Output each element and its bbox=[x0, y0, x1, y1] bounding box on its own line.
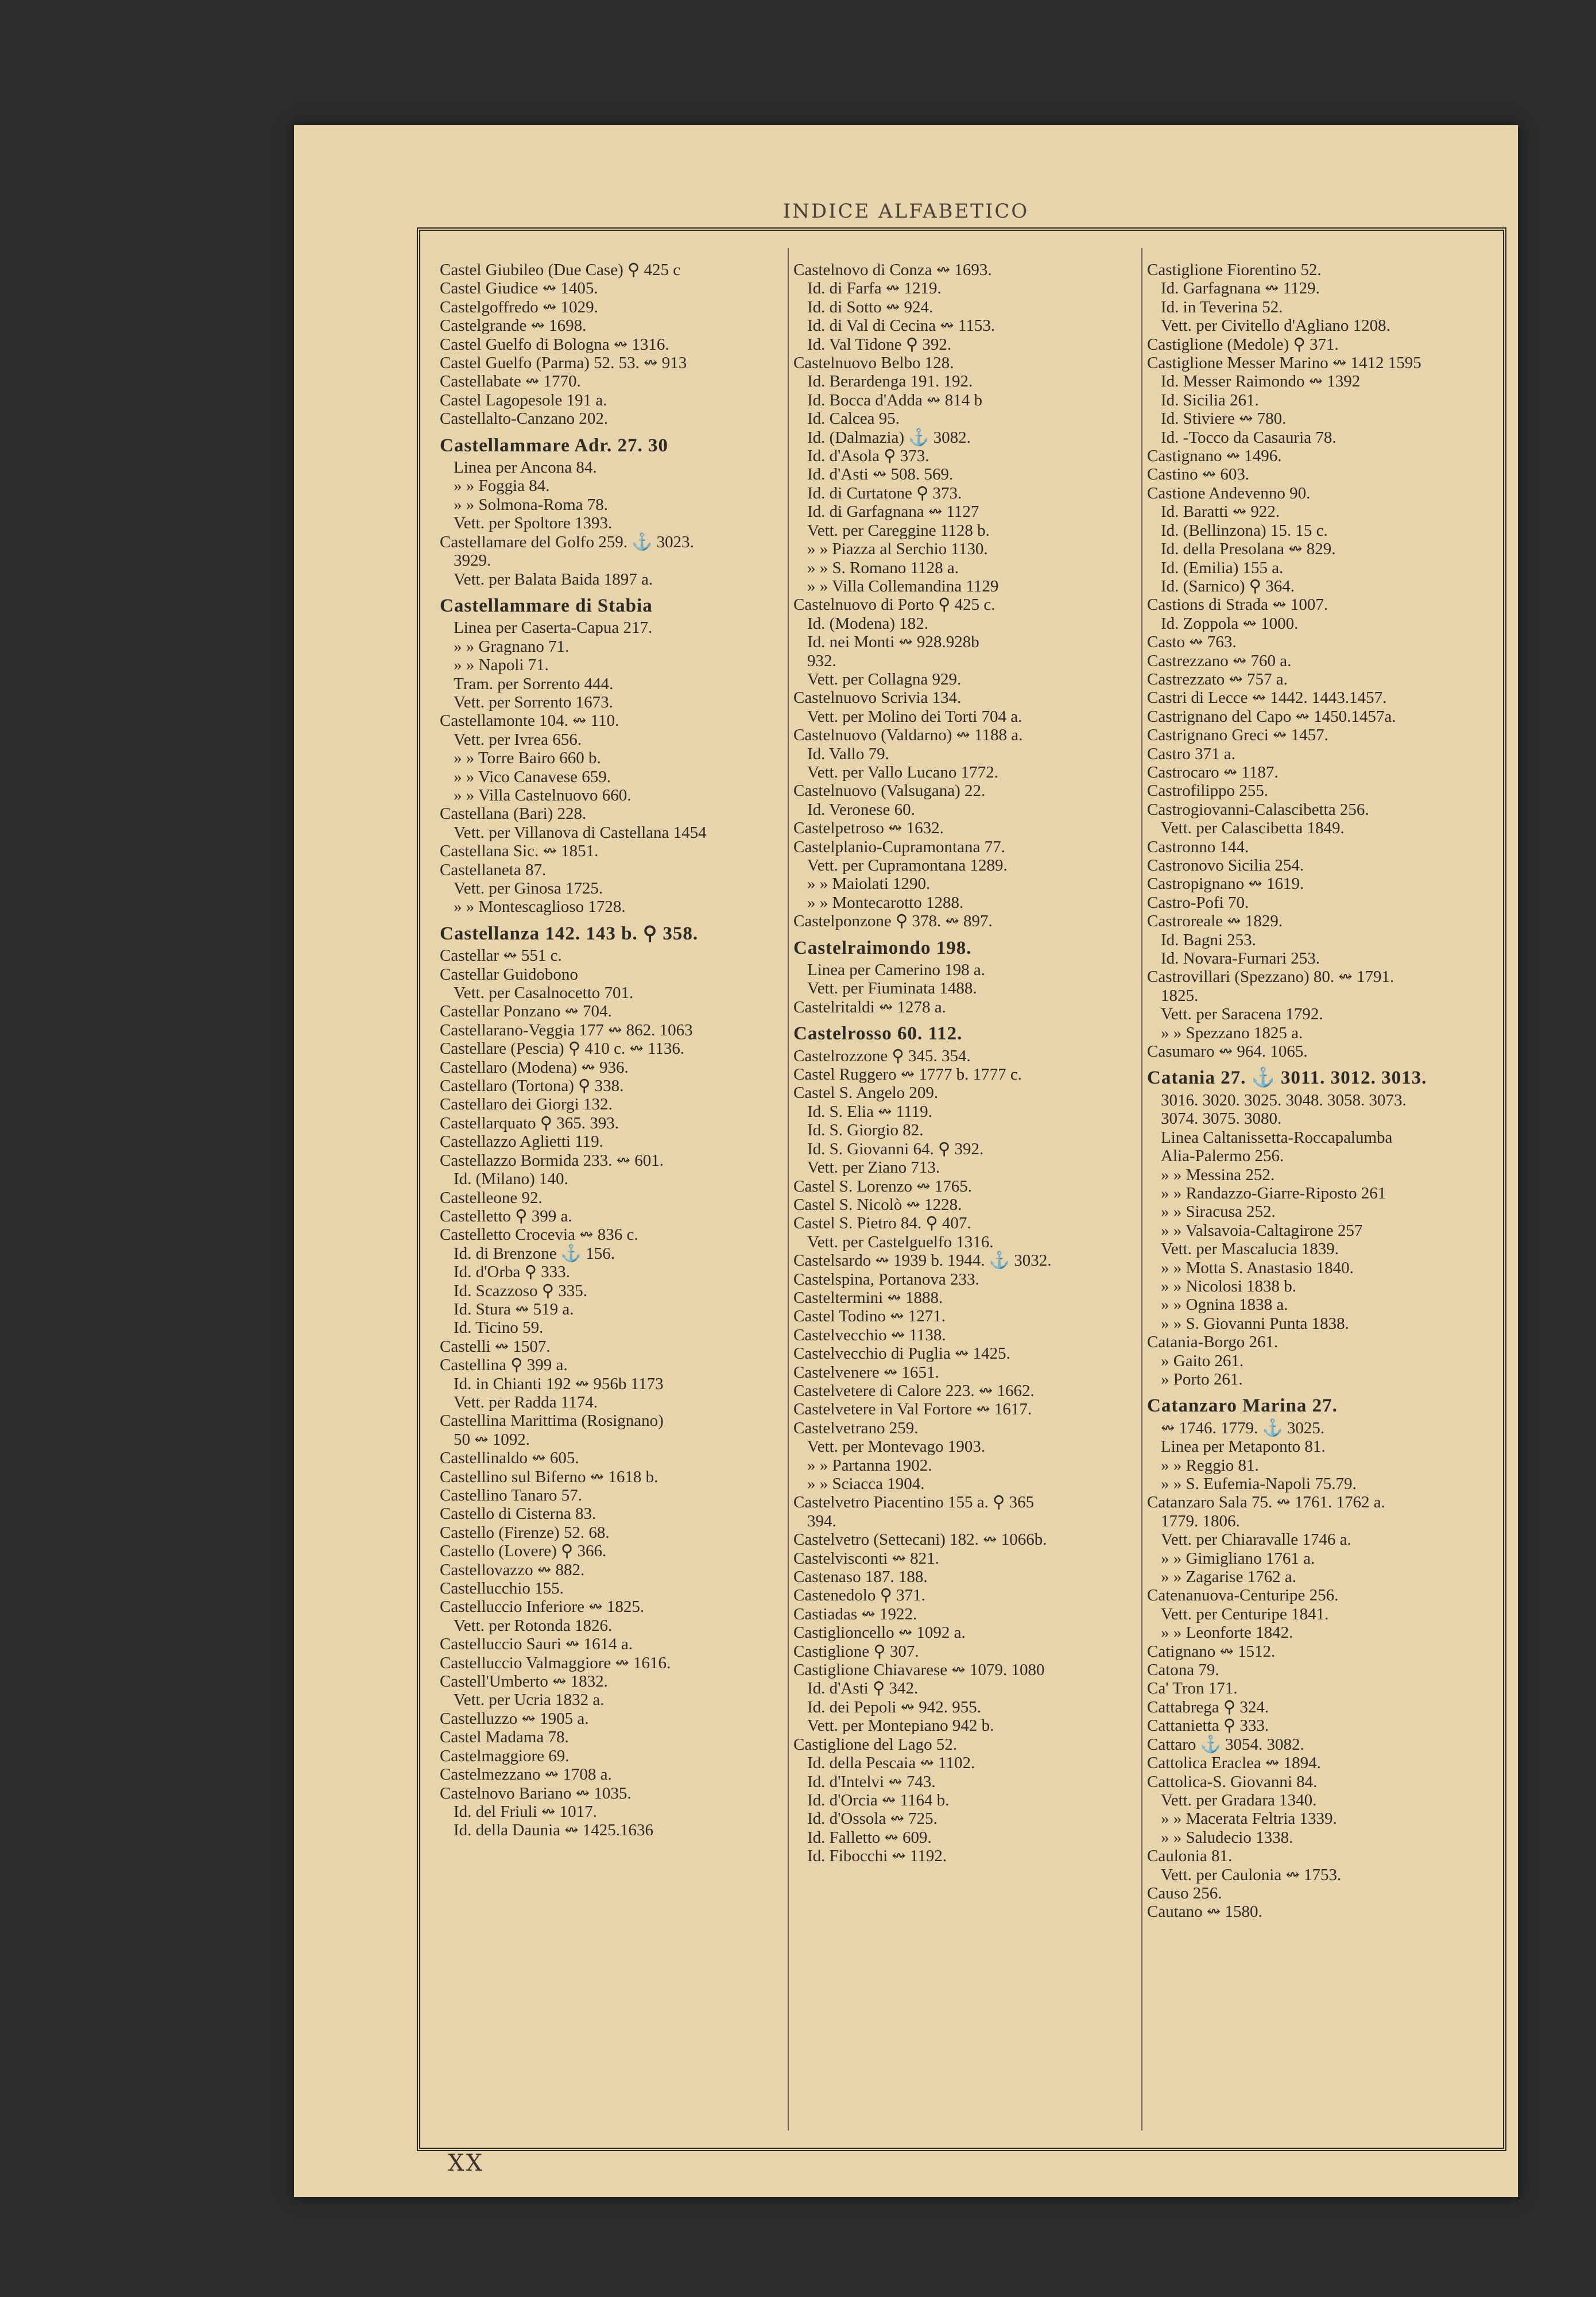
index-entry: Castelleone 92. bbox=[440, 1188, 543, 1207]
index-entry: Id. di Curtatone ⚲ 373. bbox=[807, 484, 962, 502]
index-entry: 3016. 3020. 3025. 3048. 3058. 3073. bbox=[1161, 1091, 1407, 1109]
index-entry: Castiglione Chiavarese ↭ 1079. 1080 bbox=[793, 1661, 1045, 1680]
index-entry: Id. -Tocco da Casauria 78. bbox=[1161, 428, 1337, 447]
index-heading: Catanzaro Marina 27. bbox=[1147, 1395, 1338, 1417]
index-entry: Castelnuovo (Valdarno) ↭ 1188 a. bbox=[793, 726, 1023, 745]
index-entry: Castel Guelfo di Bologna ↭ 1316. bbox=[440, 335, 669, 354]
index-column-1 bbox=[440, 261, 790, 1840]
index-entry: Id. di Farfa ↭ 1219. bbox=[807, 279, 942, 298]
index-entry: Castelnovo Bariano ↭ 1035. bbox=[440, 1784, 632, 1803]
index-entry: Castelponzone ⚲ 378. ↭ 897. bbox=[793, 912, 993, 931]
index-entry: Vett. per Collagna 929. bbox=[807, 670, 962, 689]
index-entry: Caulonia 81. bbox=[1147, 1847, 1233, 1866]
index-entry: Catania-Borgo 261. bbox=[1147, 1333, 1279, 1352]
index-entry: Cattolica-S. Giovanni 84. bbox=[1147, 1772, 1318, 1791]
index-entry: Castell'Umberto ↭ 1832. bbox=[440, 1672, 608, 1691]
index-entry: Castel S. Pietro 84. ⚲ 407. bbox=[793, 1214, 971, 1233]
index-entry: Castrovillari (Spezzano) 80. ↭ 1791. bbox=[1147, 968, 1394, 987]
index-entry: Castel S. Angelo 209. bbox=[793, 1084, 939, 1103]
index-entry: » » Vico Canavese 659. bbox=[454, 767, 611, 786]
index-entry: Id. Stiviere ↭ 780. bbox=[1161, 409, 1287, 428]
page-header: INDICE ALFABETICO bbox=[782, 200, 1029, 223]
index-entry: ↭ 1746. 1779. ⚓ 3025. bbox=[1161, 1418, 1325, 1437]
index-entry: 394. bbox=[807, 1511, 836, 1530]
index-entry: Ca' Tron 171. bbox=[1147, 1679, 1238, 1698]
index-entry: Castiglioncello ↭ 1092 a. bbox=[793, 1623, 966, 1642]
index-entry: Castellarano-Veggia 177 ↭ 862. 1063 bbox=[440, 1020, 693, 1039]
index-entry: Castelnuovo Scrivia 134. bbox=[793, 689, 962, 707]
index-entry: Id. (Sarnico) ⚲ 364. bbox=[1161, 577, 1295, 595]
index-entry: Castenaso 187. 188. bbox=[793, 1568, 928, 1587]
index-entry: Castelsardo ↭ 1939 b. 1944. ⚓ 3032. bbox=[793, 1251, 1052, 1270]
index-entry: Castiglione ⚲ 307. bbox=[793, 1642, 919, 1661]
index-entry: » » Solmona-Roma 78. bbox=[454, 495, 609, 514]
index-entry: » » Valsavoia-Caltagirone 257 bbox=[1161, 1221, 1363, 1240]
index-entry: Id. (Bellinzona) 15. 15 c. bbox=[1161, 521, 1328, 540]
index-entry: Castellaneta 87. bbox=[440, 860, 547, 879]
index-entry: » » Messina 252. bbox=[1161, 1165, 1275, 1184]
index-entry: Id. S. Elia ↭ 1119. bbox=[807, 1102, 932, 1121]
index-entry: Vett. per Cupramontana 1289. bbox=[807, 856, 1008, 875]
index-entry: Castellina Marittima (Rosignano) bbox=[440, 1412, 664, 1430]
index-entry: Castelgrande ↭ 1698. bbox=[440, 316, 587, 335]
index-entry: Castelspina, Portanova 233. bbox=[793, 1270, 979, 1289]
index-entry: Castignano ↭ 1496. bbox=[1147, 447, 1282, 466]
index-entry: Id. S. Giorgio 82. bbox=[807, 1121, 924, 1140]
index-heading: Castelraimondo 198. bbox=[793, 937, 972, 958]
index-entry: Castiadas ↭ 1922. bbox=[793, 1604, 917, 1623]
index-entry: Id. Bagni 253. bbox=[1161, 930, 1256, 949]
index-entry: Castello di Cisterna 83. bbox=[440, 1505, 596, 1523]
index-entry: Id. della Daunia ↭ 1425.1636 bbox=[454, 1821, 654, 1840]
index-entry: Castellare (Pescia) ⚲ 410 c. ↭ 1136. bbox=[440, 1039, 685, 1058]
index-entry: Castellazzo Bormida 233. ↭ 601. bbox=[440, 1151, 664, 1170]
index-entry: Castrezzato ↭ 757 a. bbox=[1147, 670, 1288, 689]
index-entry: Id. Vallo 79. bbox=[807, 744, 889, 763]
index-entry: Vett. per Montepiano 942 b. bbox=[807, 1716, 994, 1735]
index-entry: Castellana (Bari) 228. bbox=[440, 805, 587, 823]
index-entry: » » Ognina 1838 a. bbox=[1161, 1296, 1288, 1314]
index-entry: Vett. per Sorrento 1673. bbox=[454, 693, 613, 711]
index-entry: Id. di Sotto ↭ 924. bbox=[807, 297, 933, 316]
index-entry: Castelletto ⚲ 399 a. bbox=[440, 1206, 572, 1225]
index-entry: Id. Val Tidone ⚲ 392. bbox=[807, 335, 952, 354]
index-entry: Id. Falletto ↭ 609. bbox=[807, 1828, 932, 1847]
index-entry: Id. d'Asti ↭ 508. 569. bbox=[807, 465, 954, 484]
index-entry: Castrofilippo 255. bbox=[1147, 782, 1269, 801]
index-entry: Castelvetro Piacentino 155 a. ⚲ 365 bbox=[793, 1493, 1035, 1512]
index-entry: Id. d'Orba ⚲ 333. bbox=[454, 1263, 570, 1282]
index-entry: » » Spezzano 1825 a. bbox=[1161, 1023, 1303, 1042]
index-entry: Vett. per Mascalucia 1839. bbox=[1161, 1240, 1339, 1259]
index-entry: » » Leonforte 1842. bbox=[1161, 1623, 1293, 1642]
index-entry: Castelvetere di Calore 223. ↭ 1662. bbox=[793, 1381, 1035, 1400]
index-entry: Castelplanio-Cupramontana 77. bbox=[793, 837, 1005, 856]
index-entry: » » Villa Castelnuovo 660. bbox=[454, 786, 632, 805]
index-entry: Vett. per Balata Baida 1897 a. bbox=[454, 570, 653, 589]
index-entry: Linea Caltanissetta-Roccapalumba bbox=[1161, 1128, 1393, 1147]
index-entry: Id. Messer Raimondo ↭ 1392 bbox=[1161, 372, 1361, 391]
index-entry: Vett. per Ziano 713. bbox=[807, 1158, 940, 1177]
index-entry: Tram. per Sorrento 444. bbox=[454, 674, 614, 693]
index-entry: Casteltermini ↭ 1888. bbox=[793, 1288, 943, 1307]
index-entry: 3074. 3075. 3080. bbox=[1161, 1109, 1282, 1128]
index-entry: Catignano ↭ 1512. bbox=[1147, 1642, 1276, 1661]
index-entry: Castrogiovanni-Calascibetta 256. bbox=[1147, 800, 1369, 819]
index-entry: Vett. per Casalnocetto 701. bbox=[454, 984, 634, 1003]
index-entry: Castelvisconti ↭ 821. bbox=[793, 1549, 939, 1568]
index-column-3 bbox=[1147, 261, 1497, 1921]
index-entry: Vett. per Radda 1174. bbox=[454, 1393, 598, 1412]
index-entry: Id. (Dalmazia) ⚓ 3082. bbox=[807, 428, 971, 447]
index-entry: Cattabrega ⚲ 324. bbox=[1147, 1697, 1269, 1716]
index-entry: » » Maiolati 1290. bbox=[807, 875, 931, 894]
index-entry: » » Foggia 84. bbox=[454, 477, 550, 496]
index-entry: Catanzaro Sala 75. ↭ 1761. 1762 a. bbox=[1147, 1493, 1385, 1512]
index-entry: Castino ↭ 603. bbox=[1147, 465, 1250, 484]
index-entry: » » Motta S. Anastasio 1840. bbox=[1161, 1258, 1354, 1277]
index-entry: Castel Ruggero ↭ 1777 b. 1777 c. bbox=[793, 1065, 1022, 1084]
index-entry: Vett. per Castelguelfo 1316. bbox=[807, 1232, 994, 1251]
index-entry: Castellovazzo ↭ 882. bbox=[440, 1560, 585, 1579]
index-entry: Castellar Guidobono bbox=[440, 965, 578, 984]
index-entry: Cattanietta ⚲ 333. bbox=[1147, 1716, 1269, 1735]
index-frame bbox=[417, 227, 1506, 2151]
index-entry: Id. d'Asti ⚲ 342. bbox=[807, 1679, 919, 1698]
index-entry: » » Reggio 81. bbox=[1161, 1456, 1259, 1475]
index-entry: Vett. per Calascibetta 1849. bbox=[1161, 819, 1345, 838]
index-entry: Id. in Teverina 52. bbox=[1161, 297, 1283, 316]
index-entry: Castellino sul Biferno ↭ 1618 b. bbox=[440, 1467, 658, 1486]
index-entry: Vett. per Molino dei Torti 704 a. bbox=[807, 707, 1022, 726]
index-entry: Castelluccio Sauri ↭ 1614 a. bbox=[440, 1635, 633, 1654]
index-entry: Id. Ticino 59. bbox=[454, 1318, 544, 1337]
index-entry: Id. di Val di Cecina ↭ 1153. bbox=[807, 316, 995, 335]
index-entry: Castro-Pofi 70. bbox=[1147, 893, 1249, 912]
index-entry: Castelletto Crocevia ↭ 836 c. bbox=[440, 1225, 638, 1244]
index-entry: » » Piazza al Serchio 1130. bbox=[807, 540, 988, 559]
index-entry: Cautano ↭ 1580. bbox=[1147, 1902, 1262, 1921]
index-heading: Castellanza 142. 143 b. ⚲ 358. bbox=[440, 923, 699, 944]
index-entry: Castel S. Nicolò ↭ 1228. bbox=[793, 1195, 962, 1214]
index-entry: Castellar ↭ 551 c. bbox=[440, 946, 562, 965]
index-entry: Castelvenere ↭ 1651. bbox=[793, 1363, 939, 1382]
index-entry: » » S. Giovanni Punta 1838. bbox=[1161, 1314, 1349, 1333]
index-entry: Castropignano ↭ 1619. bbox=[1147, 875, 1304, 894]
index-entry: » » Napoli 71. bbox=[454, 656, 549, 675]
index-entry: Linea per Caserta-Capua 217. bbox=[454, 618, 653, 637]
index-entry: Castiglione Messer Marino ↭ 1412 1595 bbox=[1147, 354, 1421, 373]
index-entry: » » Nicolosi 1838 b. bbox=[1161, 1277, 1297, 1296]
index-entry: » » Villa Collemandina 1129 bbox=[807, 577, 999, 595]
index-entry: Id. (Milano) 140. bbox=[454, 1170, 568, 1189]
index-entry: Castel Lagopesole 191 a. bbox=[440, 390, 607, 409]
index-entry: Id. Scazzoso ⚲ 335. bbox=[454, 1281, 588, 1300]
index-entry: Castellinaldo ↭ 605. bbox=[440, 1449, 579, 1468]
index-entry: Vett. per Fiuminata 1488. bbox=[807, 979, 977, 998]
index-entry: Castelnuovo Belbo 128. bbox=[793, 354, 954, 373]
index-heading: Castellammare di Stabia bbox=[440, 595, 653, 616]
index-heading: Catania 27. ⚓ 3011. 3012. 3013. bbox=[1147, 1068, 1427, 1089]
index-entry: Vett. per Gradara 1340. bbox=[1161, 1791, 1317, 1809]
index-entry: 50 ↭ 1092. bbox=[454, 1430, 530, 1449]
index-entry: Castelmezzano ↭ 1708 a. bbox=[440, 1765, 612, 1784]
index-entry: Id. Bocca d'Adda ↭ 814 b bbox=[807, 390, 982, 409]
index-entry: Castelluccio Inferiore ↭ 1825. bbox=[440, 1598, 645, 1617]
index-entry: » » Randazzo-Giarre-Riposto 261 bbox=[1161, 1184, 1386, 1202]
index-entry: Linea per Camerino 198 a. bbox=[807, 961, 986, 980]
index-entry: Castrezzano ↭ 760 a. bbox=[1147, 651, 1292, 670]
index-entry: Alia-Palermo 256. bbox=[1161, 1147, 1284, 1166]
index-entry: Castellaro dei Giorgi 132. bbox=[440, 1095, 613, 1114]
index-entry: Catenanuova-Centuripe 256. bbox=[1147, 1586, 1339, 1605]
index-entry: Casumaro ↭ 964. 1065. bbox=[1147, 1042, 1308, 1061]
index-entry: Id. S. Giovanni 64. ⚲ 392. bbox=[807, 1139, 984, 1158]
index-entry: Castelgoffredo ↭ 1029. bbox=[440, 297, 598, 316]
index-entry: Castel Todino ↭ 1271. bbox=[793, 1307, 946, 1326]
index-entry: » » Montecarotto 1288. bbox=[807, 893, 964, 912]
index-entry: Id. nei Monti ↭ 928.928b bbox=[807, 633, 979, 652]
index-entry: Vett. per Civitello d'Agliano 1208. bbox=[1161, 316, 1390, 335]
index-entry: 932. bbox=[807, 651, 836, 670]
index-entry: Castions di Strada ↭ 1007. bbox=[1147, 595, 1328, 614]
index-entry: » » Saludecio 1338. bbox=[1161, 1828, 1293, 1847]
index-entry: Id. Garfagnana ↭ 1129. bbox=[1161, 279, 1320, 298]
index-entry: Id. dei Pepoli ↭ 942. 955. bbox=[807, 1697, 981, 1716]
index-entry: Vett. per Careggine 1128 b. bbox=[807, 521, 990, 540]
index-entry: Castellaro (Tortona) ⚲ 338. bbox=[440, 1077, 624, 1096]
index-entry: » » Sciacca 1904. bbox=[807, 1475, 925, 1493]
index-entry: Castellucchio 155. bbox=[440, 1579, 564, 1598]
index-entry: Id. d'Orcia ↭ 1164 b. bbox=[807, 1791, 950, 1809]
index-entry: Id. in Chianti 192 ↭ 956b 1173 bbox=[454, 1374, 664, 1393]
index-entry: Castellino Tanaro 57. bbox=[440, 1486, 582, 1505]
index-entry: Castellina ⚲ 399 a. bbox=[440, 1356, 568, 1375]
index-entry: Vett. per Ivrea 656. bbox=[454, 730, 582, 749]
index-entry: » » Partanna 1902. bbox=[807, 1456, 932, 1475]
index-entry: Vett. per Villanova di Castellana 1454 bbox=[454, 823, 707, 842]
index-entry: Castellabate ↭ 1770. bbox=[440, 372, 581, 391]
index-entry: Castel Giudice ↭ 1405. bbox=[440, 279, 598, 298]
index-entry: Id. (Modena) 182. bbox=[807, 614, 929, 633]
index-entry: Castel Madama 78. bbox=[440, 1728, 569, 1747]
index-entry: » Gaito 261. bbox=[1161, 1351, 1244, 1370]
index-entry: Catona 79. bbox=[1147, 1661, 1219, 1680]
index-entry: Vett. per Vallo Lucano 1772. bbox=[807, 763, 998, 782]
index-entry: » » Siracusa 252. bbox=[1161, 1202, 1276, 1221]
index-entry: » » Torre Bairo 660 b. bbox=[454, 749, 601, 768]
index-entry: Castroreale ↭ 1829. bbox=[1147, 912, 1283, 931]
index-entry: » » Montescaglioso 1728. bbox=[454, 898, 626, 917]
index-entry: Cattolica Eraclea ↭ 1894. bbox=[1147, 1754, 1321, 1773]
index-entry: Castrignano Greci ↭ 1457. bbox=[1147, 726, 1328, 745]
index-entry: » » Gimigliano 1761 a. bbox=[1161, 1549, 1315, 1568]
index-entry: Id. Berardenga 191. 192. bbox=[807, 372, 973, 391]
index-entry: Vett. per Rotonda 1826. bbox=[454, 1616, 613, 1635]
index-entry: Id. di Brenzone ⚓ 156. bbox=[454, 1244, 615, 1263]
index-entry: Cattaro ⚓ 3054. 3082. bbox=[1147, 1735, 1304, 1754]
index-entry: » Porto 261. bbox=[1161, 1370, 1243, 1389]
index-entry: » » Zagarise 1762 a. bbox=[1161, 1568, 1296, 1587]
index-entry: Id. della Presolana ↭ 829. bbox=[1161, 540, 1336, 559]
index-entry: Id. della Pescaia ↭ 1102. bbox=[807, 1754, 975, 1773]
index-entry: Castelvetere in Val Fortore ↭ 1617. bbox=[793, 1400, 1032, 1419]
index-entry: » » S. Romano 1128 a. bbox=[807, 558, 959, 577]
index-entry: » » Gragnano 71. bbox=[454, 637, 570, 656]
index-entry: Vett. per Ucria 1832 a. bbox=[454, 1691, 605, 1710]
index-heading: Castellammare Adr. 27. 30 bbox=[440, 435, 669, 456]
index-entry: 1779. 1806. bbox=[1161, 1511, 1240, 1530]
index-entry: Vett. per Ginosa 1725. bbox=[454, 879, 603, 898]
index-entry: Castellalto-Canzano 202. bbox=[440, 409, 609, 428]
index-entry: Casto ↭ 763. bbox=[1147, 633, 1237, 652]
index-entry: Castello (Lovere) ⚲ 366. bbox=[440, 1542, 607, 1561]
index-entry: Vett. per Montevago 1903. bbox=[807, 1437, 986, 1456]
index-entry: Vett. per Centuripe 1841. bbox=[1161, 1604, 1329, 1623]
index-entry: Castelmaggiore 69. bbox=[440, 1746, 570, 1765]
index-entry: Castelvetrano 259. bbox=[793, 1418, 919, 1437]
index-entry: Castronno 144. bbox=[1147, 837, 1249, 856]
index-entry: Castel Giubileo (Due Case) ⚲ 425 c bbox=[440, 261, 681, 279]
index-entry: Id. Calcea 95. bbox=[807, 409, 900, 428]
index-entry: Castelritaldi ↭ 1278 a. bbox=[793, 997, 946, 1016]
index-entry: Castelnuovo di Porto ⚲ 425 c. bbox=[793, 595, 995, 614]
index-entry: Id. (Emilia) 155 a. bbox=[1161, 558, 1284, 577]
index-entry: Castello (Firenze) 52. 68. bbox=[440, 1523, 610, 1542]
index-entry: Castelluccio Valmaggiore ↭ 1616. bbox=[440, 1653, 671, 1672]
page-number: XX bbox=[448, 2150, 484, 2176]
index-entry: Castrocaro ↭ 1187. bbox=[1147, 763, 1279, 782]
index-entry: Castellazzo Aglietti 119. bbox=[440, 1132, 603, 1151]
book-page bbox=[294, 125, 1518, 2197]
index-entry: Linea per Ancona 84. bbox=[454, 458, 597, 477]
index-entry: Castelpetroso ↭ 1632. bbox=[793, 819, 944, 838]
index-entry: Linea per Metaponto 81. bbox=[1161, 1437, 1326, 1456]
index-entry: 3929. bbox=[454, 551, 491, 570]
index-entry: Castelluzzo ↭ 1905 a. bbox=[440, 1709, 589, 1728]
index-entry: Castro 371 a. bbox=[1147, 744, 1235, 763]
index-entry: Vett. per Caulonia ↭ 1753. bbox=[1161, 1865, 1342, 1884]
index-entry: Castronovo Sicilia 254. bbox=[1147, 856, 1304, 875]
index-entry: Castelvecchio di Puglia ↭ 1425. bbox=[793, 1344, 1010, 1363]
index-heading: Castelrosso 60. 112. bbox=[793, 1023, 963, 1045]
index-entry: Vett. per Saracena 1792. bbox=[1161, 1005, 1323, 1024]
index-entry: Castione Andevenno 90. bbox=[1147, 484, 1311, 502]
index-entry: Castellaro (Modena) ↭ 936. bbox=[440, 1058, 629, 1077]
index-entry: Castrignano del Capo ↭ 1450.1457a. bbox=[1147, 707, 1396, 726]
index-entry: Castelrozzone ⚲ 345. 354. bbox=[793, 1046, 971, 1065]
index-entry: » » Macerata Feltria 1339. bbox=[1161, 1809, 1337, 1828]
index-entry: Id. Novara-Furnari 253. bbox=[1161, 949, 1320, 968]
index-entry: Castiglione del Lago 52. bbox=[793, 1735, 958, 1754]
index-entry: Id. Veronese 60. bbox=[807, 800, 915, 819]
index-column-2 bbox=[793, 261, 1144, 1866]
index-entry: Castelli ↭ 1507. bbox=[440, 1337, 551, 1356]
index-entry: Castiglione (Medole) ⚲ 371. bbox=[1147, 335, 1339, 354]
index-entry: Castel Guelfo (Parma) 52. 53. ↭ 913 bbox=[440, 354, 687, 373]
index-entry: Id. Baratti ↭ 922. bbox=[1161, 502, 1280, 521]
index-entry: Id. d'Ossola ↭ 725. bbox=[807, 1809, 938, 1828]
index-entry: Castelnuovo (Valsugana) 22. bbox=[793, 782, 986, 801]
index-entry: Id. Stura ↭ 519 a. bbox=[454, 1300, 574, 1318]
index-entry: Id. Sicilia 261. bbox=[1161, 390, 1259, 409]
index-entry: Id. Zoppola ↭ 1000. bbox=[1161, 614, 1299, 633]
index-entry: Castellar Ponzano ↭ 704. bbox=[440, 1002, 612, 1021]
index-entry: Id. Fibocchi ↭ 1192. bbox=[807, 1847, 947, 1866]
index-entry: Castellarquato ⚲ 365. 393. bbox=[440, 1113, 619, 1132]
index-entry: Castellamonte 104. ↭ 110. bbox=[440, 711, 619, 730]
index-entry: Castellamare del Golfo 259. ⚓ 3023. bbox=[440, 532, 694, 551]
index-entry: Castelvetro (Settecani) 182. ↭ 1066b. bbox=[793, 1530, 1047, 1549]
index-entry: Castel S. Lorenzo ↭ 1765. bbox=[793, 1177, 973, 1196]
index-entry: Castelvecchio ↭ 1138. bbox=[793, 1325, 946, 1344]
index-entry: Castri di Lecce ↭ 1442. 1443.1457. bbox=[1147, 689, 1387, 707]
index-entry: Id. di Garfagnana ↭ 1127 bbox=[807, 502, 979, 521]
index-entry: Id. d'Intelvi ↭ 743. bbox=[807, 1772, 936, 1791]
index-entry: Id. del Friuli ↭ 1017. bbox=[454, 1802, 597, 1821]
index-entry: » » S. Eufemia-Napoli 75.79. bbox=[1161, 1475, 1357, 1493]
index-entry: Castiglione Fiorentino 52. bbox=[1147, 261, 1322, 279]
index-entry: Castelnovo di Conza ↭ 1693. bbox=[793, 261, 992, 279]
index-entry: Causo 256. bbox=[1147, 1884, 1222, 1902]
index-entry: Id. d'Asola ⚲ 373. bbox=[807, 447, 929, 466]
index-entry: Vett. per Spoltore 1393. bbox=[454, 514, 613, 533]
index-entry: 1825. bbox=[1161, 986, 1199, 1005]
index-entry: Castenedolo ⚲ 371. bbox=[793, 1586, 925, 1605]
index-entry: Vett. per Chiaravalle 1746 a. bbox=[1161, 1530, 1351, 1549]
index-entry: Castellana Sic. ↭ 1851. bbox=[440, 842, 599, 861]
